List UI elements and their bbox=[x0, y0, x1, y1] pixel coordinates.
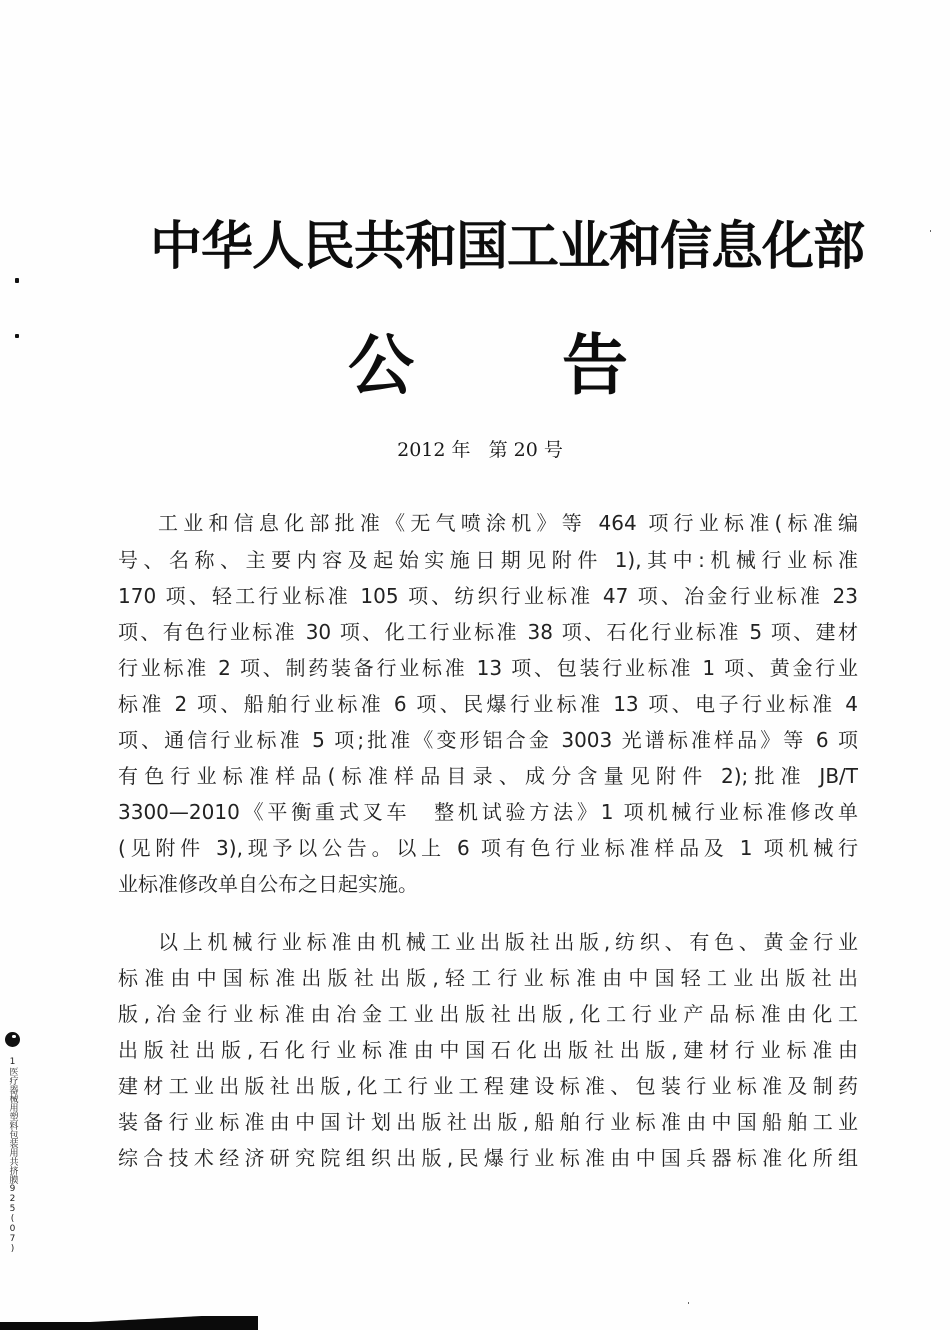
body-line: 号、名称、主要内容及起始实施日期见附件 1),其中:机械行业标准 bbox=[118, 548, 858, 572]
body-line: 项、有色行业标准 30 项、化工行业标准 38 项、石化行业标准 5 项、建材 bbox=[118, 620, 858, 644]
body-line: 行业标准 2 项、制药装备行业标准 13 项、包装行业标准 1 项、黄金行业 bbox=[118, 656, 858, 680]
binding-hole-icon bbox=[5, 1032, 20, 1047]
body-line: 版,冶金行业标准由冶金工业出版社出版,化工行业产品标准由化工 bbox=[118, 1002, 858, 1026]
body-line: 综合技术经济研究院组织出版,民爆行业标准由中国兵器标准化所组 bbox=[118, 1146, 858, 1170]
body-line: 建材工业出版社出版,化工行业工程建设标准、包装行业标准及制药 bbox=[118, 1074, 858, 1098]
margin-side-label bbox=[2, 1032, 22, 1254]
body-line: 以上机械行业标准由机械工业出版社出版,纺织、有色、黄金行业 bbox=[158, 930, 858, 954]
body-line: 有色行业标准样品(标准样品目录、成分含量见附件 2);批准 JB/T bbox=[118, 764, 858, 788]
doc-type-char-2: 告 bbox=[562, 326, 628, 404]
body-line: 业标准修改单自公布之日起实施。 bbox=[118, 872, 418, 896]
margin-mark bbox=[15, 334, 19, 338]
scan-speck bbox=[930, 230, 931, 232]
issue-number: 2012 年 第 20 号 bbox=[397, 439, 563, 461]
doc-type-char-1: 公 bbox=[348, 326, 414, 404]
side-label-text: 1医疗器械用塑料包装用共挤膜925(07) bbox=[7, 1057, 18, 1254]
scan-speck bbox=[688, 1302, 689, 1304]
body-line: 3300—2010《平衡重式叉车 整机试验方法》1 项机械行业标准修改单 bbox=[118, 800, 858, 824]
body-line: 170 项、轻工行业标准 105 项、纺织行业标准 47 项、冶金行业标准 23 bbox=[118, 584, 858, 608]
scan-edge-shadow bbox=[0, 1322, 258, 1330]
margin-mark bbox=[15, 278, 19, 283]
body-line: 标准 2 项、船舶行业标准 6 项、民爆行业标准 13 项、电子行业标准 4 bbox=[118, 692, 858, 716]
body-line: 装备行业标准由中国计划出版社出版,船舶行业标准由中国船舶工业 bbox=[118, 1110, 858, 1134]
ministry-title: 中华人民共和国工业和信息化部 bbox=[150, 216, 865, 277]
body-line: 工业和信息化部批准《无气喷涂机》等 464 项行业标准(标准编 bbox=[158, 511, 858, 535]
body-line: (见附件 3),现予以公告。以上 6 项有色行业标准样品及 1 项机械行 bbox=[118, 836, 858, 860]
body-line: 项、通信行业标准 5 项;批准《变形铝合金 3003 光谱标准样品》等 6 项 bbox=[118, 728, 858, 752]
body-line: 出版社出版,石化行业标准由中国石化出版社出版,建材行业标准由 bbox=[118, 1038, 858, 1062]
body-line: 标准由中国标准出版社出版,轻工行业标准由中国轻工业出版社出 bbox=[118, 966, 858, 990]
